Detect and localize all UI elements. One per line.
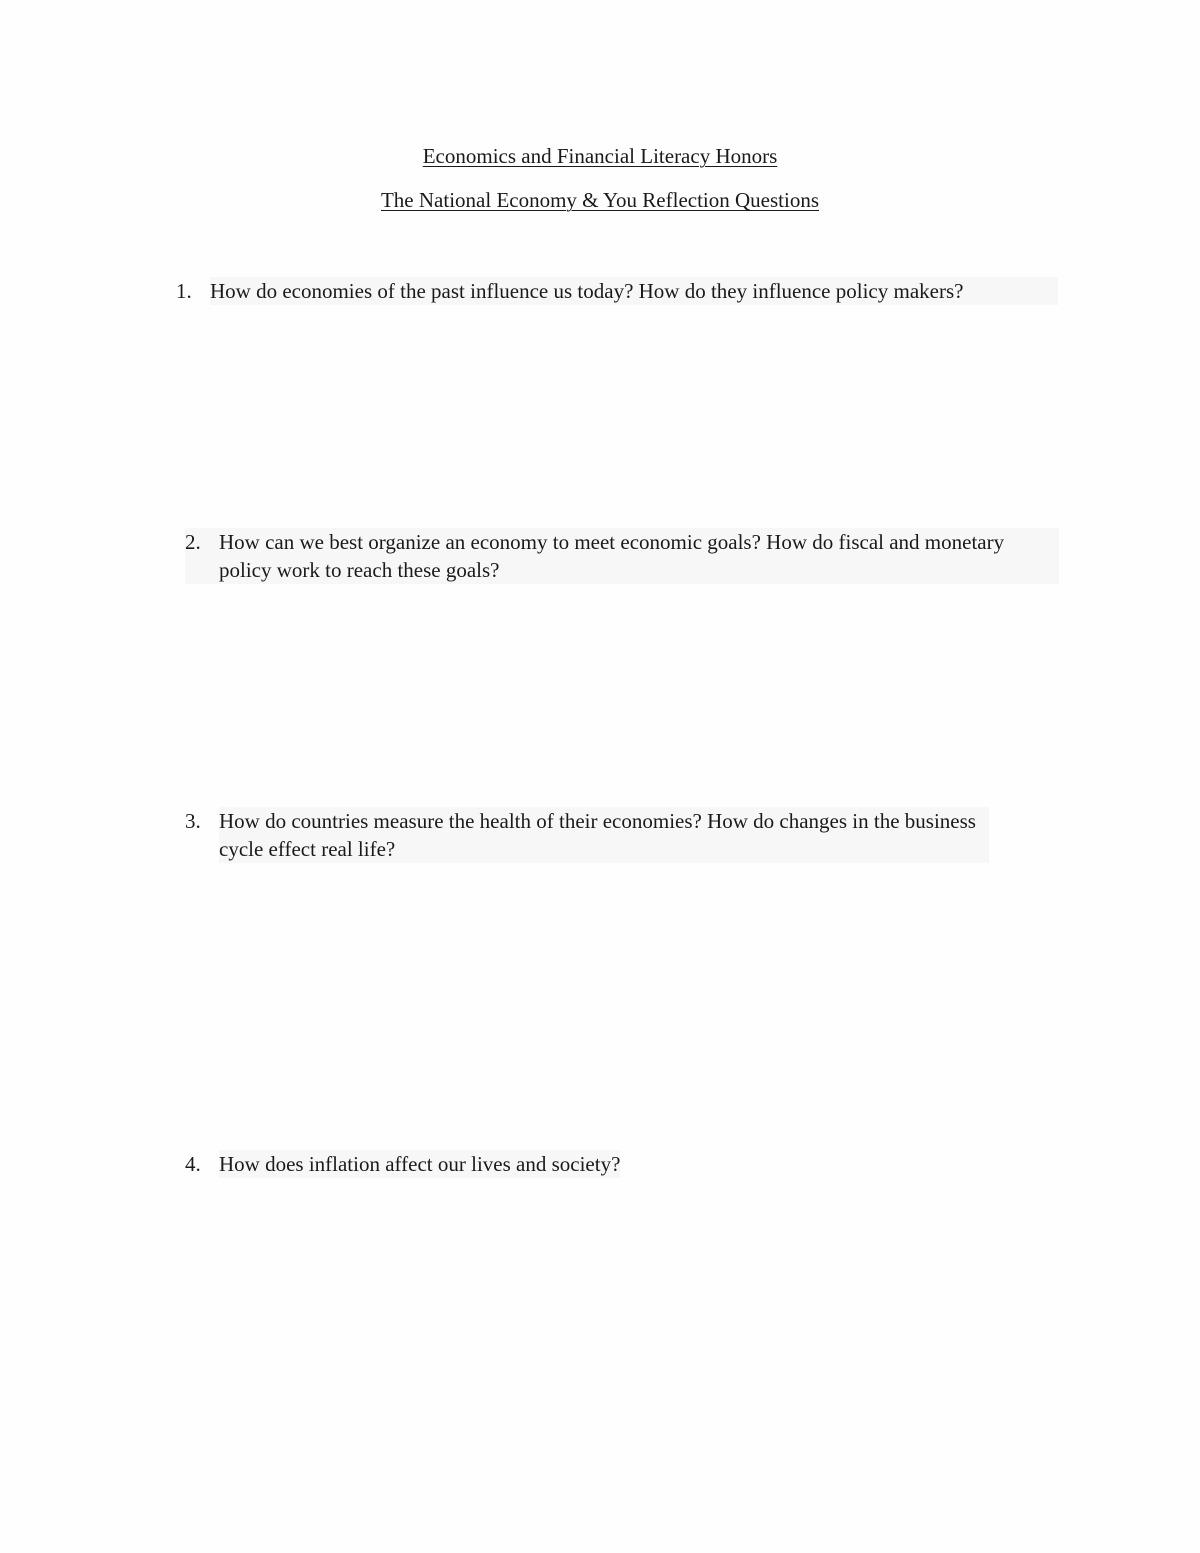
question-number: 4. bbox=[185, 1152, 201, 1176]
question-text: How can we best organize an economy to meet economic goals? How do fiscal and monetary policy work to reach these goals? bbox=[185, 528, 1059, 584]
question-text: How do countries measure the health of their economies? How do changes in the business cycle effect real life? bbox=[219, 807, 989, 863]
course-title: Economics and Financial Literacy Honors bbox=[422, 144, 778, 168]
question-number: 3. bbox=[185, 809, 201, 833]
question-text: How does inflation affect our lives and society? bbox=[219, 1152, 621, 1176]
question-text: How do economies of the past influence us today? How do they influence policy makers? bbox=[210, 277, 1058, 305]
question-number: 1. bbox=[176, 279, 192, 303]
assignment-title: The National Economy & You Reflection Questions bbox=[380, 188, 820, 212]
question-number: 2. bbox=[185, 530, 201, 554]
